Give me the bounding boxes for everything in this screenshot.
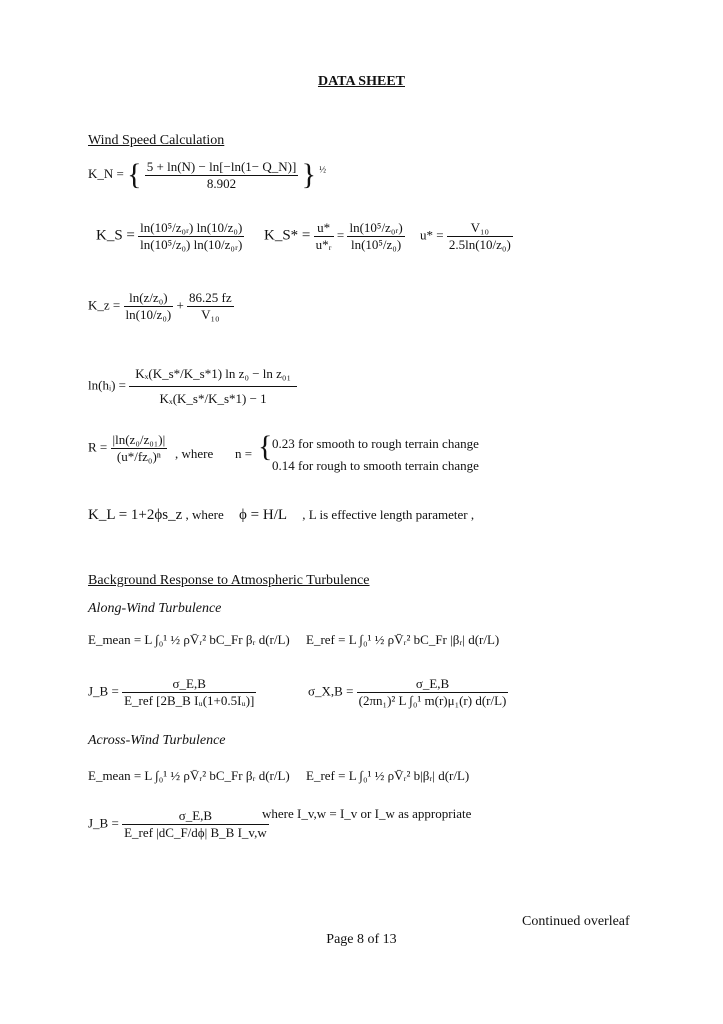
kz-num2: 86.25 fz [189,290,232,305]
sigma-x-equation [308,676,508,709]
wind-heading: Wind Speed Calculation [88,133,225,148]
kl-description: , L is effective length parameter , [302,507,475,522]
jb2-where: where I_v,w = I_v or I_w as appropriate [262,806,472,821]
ustar-numerator: V₁₀ [447,220,513,237]
ks-denominator: ln(10⁵/z₀) ln(10/z₀ᵣ) [140,237,243,252]
ksstar-equation: K_S* = $\frac{u*}{\text{u*ᵣ}}$ = $\frac{\text{ln(10⁵/z₀ᵣ)}}{\text{ln(10⁵/z₀)}}$ [264,220,403,252]
ustar-denominator: 2.5ln(10/z₀) [448,237,511,252]
n-brace: { [258,430,273,463]
jb-numerator: σ_E,B [122,676,256,693]
phi-formula: ϕ = H/L [239,507,288,523]
page-title: DATA SHEET [317,74,405,89]
ksstar-den2: ln(10⁵/z₀) [350,237,402,252]
jb2-lhs: J_B = [88,815,119,831]
lnh-numerator: Kₓ(K_s*/K_s*1) ln z₀ − ln z₀₁ [129,362,297,387]
jb2-equation [88,808,269,841]
kz-den2: V₁₀ [201,307,220,322]
jb-lhs: J_B = [88,683,119,699]
ks-numerator: ln(10⁵/z₀ᵣ) ln(10/z₀) [140,220,243,235]
sigma-x-lhs: σ_X,B = [308,683,354,699]
r-equation [88,432,167,465]
page-number: Page 8 of 13 [326,932,397,947]
ksstar-num1: u* [314,220,334,237]
kn-exponent: ½ [319,164,326,175]
kn-lhs: K_N = [88,165,124,181]
ks-equation [96,220,244,253]
sigma-x-denominator: (2πn₁)² L ∫₀¹ m(r)μ₁(r) d(r/L) [358,693,507,708]
emean-across: E_mean = L ∫₀¹ ½ ρV̄ᵣ² bC_Fr βᵣ d(r/L) [88,768,290,783]
eref-along: E_ref = L ∫₀¹ ½ ρV̄ᵣ² bC_Fr |βᵣ| d(r/L) [306,632,500,647]
ks-lhs: K_S = [96,227,135,244]
n-case-rough: 0.14 for rough to smooth terrain change [272,458,479,473]
kz-lhs: K_z = [88,297,121,313]
r-where: , where [175,446,214,461]
r-numerator: |ln(z₀/z₀₁)| [112,432,166,447]
jb-denominator: E_ref [2B_B Iᵤ(1+0.5Iᵤ)] [124,693,255,708]
lnh-equation [88,362,297,411]
lnh-denominator: Kₓ(K_s*/K_s*1) − 1 [159,391,267,406]
kn-denominator: 8.902 [206,175,237,191]
ustar-lhs: u* = [420,227,444,243]
eref-across: E_ref = L ∫₀¹ ½ ρV̄ᵣ² b|βᵣ| d(r/L) [306,768,470,783]
continued-overleaf: Continued overleaf [522,914,630,929]
background-heading: Background Response to Atmospheric Turbulence [88,573,370,588]
kl-where: , where [185,507,224,522]
kn-numerator: 5 + ln(N) − ln[−ln(1− Q_N)] [146,158,297,174]
kz-den1: ln(10/z₀) [125,307,172,322]
ksstar-num2: ln(10⁵/z₀ᵣ) [349,220,403,235]
kz-equation: K_z = $\frac{\text{ln(z/z₀)}}{\text{ln(10/z₀)}}$ + $\frac{86.25 fz}{\text{V₁₀}}$ [88,290,232,322]
across-wind-heading: Across-Wind Turbulence [88,733,226,748]
kl-equation [88,507,474,524]
along-wind-heading: Along-Wind Turbulence [88,601,222,616]
n-lhs: n = [235,446,253,461]
jb2-denominator: E_ref |dC_F/dϕ| B_B I_v,w [124,825,267,840]
ksstar-den1: u*ᵣ [315,237,332,252]
emean-along: E_mean = L ∫₀¹ ½ ρV̄ᵣ² bC_Fr βᵣ d(r/L) [88,632,290,647]
kl-formula: K_L = 1+2ϕs_z [88,507,183,523]
lnh-lhs: ln(hᵢ) = [88,377,126,393]
r-lhs: R = [88,439,108,455]
sigma-x-numerator: σ_E,B [357,676,509,693]
jb-equation [88,676,256,709]
ksstar-lhs: K_S* = [264,227,311,244]
jb2-numerator: σ_E,B [122,808,269,825]
r-denominator: (u*/fz₀)ⁿ [116,449,161,464]
kn-equation: K_N = { $\frac{5 + \ln(N) - \ln[-\ln(1- Q\_N)]}{8.902}$ } $^{\frac{1}{2}}$ [88,158,326,191]
kz-num1: ln(z/z₀) [124,290,174,307]
ustar-equation [420,220,513,253]
n-case-smooth: 0.23 for smooth to rough terrain change [272,436,479,451]
